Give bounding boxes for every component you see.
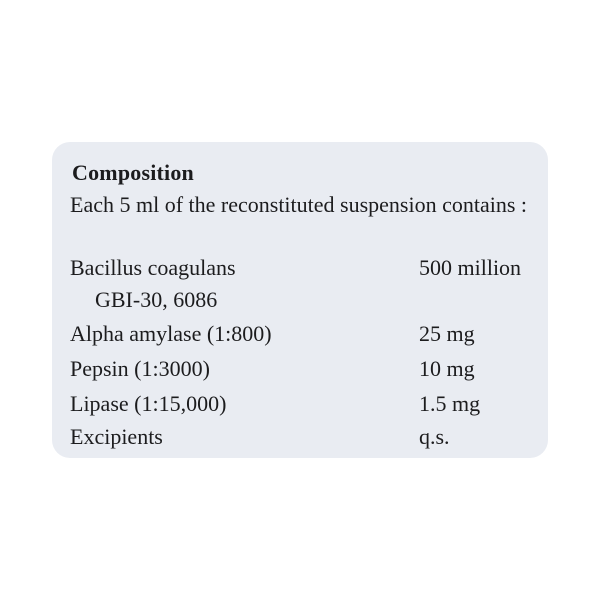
ingredient-quantity: q.s. — [419, 424, 450, 449]
ingredient-name: Pepsin (1:3000) — [70, 356, 210, 381]
ingredient-name: GBI-30, 6086 — [95, 287, 218, 312]
ingredient-name: Bacillus coagulans — [70, 255, 236, 280]
ingredient-row — [52, 355, 548, 383]
ingredient-row — [52, 423, 548, 451]
composition-title: Composition — [72, 160, 194, 185]
ingredient-row — [52, 254, 548, 282]
ingredient-quantity: 10 mg — [419, 356, 475, 381]
ingredient-row — [52, 320, 548, 348]
ingredient-quantity: 25 mg — [419, 321, 475, 346]
ingredient-name: Lipase (1:15,000) — [70, 391, 227, 416]
composition-label — [52, 142, 548, 458]
composition-intro: Each 5 ml of the reconstituted suspension contains : — [70, 192, 528, 217]
ingredient-name: Excipients — [70, 424, 163, 449]
ingredient-row — [52, 390, 548, 418]
ingredient-row — [52, 286, 548, 314]
ingredient-quantity: 1.5 mg — [419, 391, 481, 416]
ingredient-name: Alpha amylase (1:800) — [70, 321, 272, 346]
ingredient-quantity: 500 million — [419, 255, 522, 280]
